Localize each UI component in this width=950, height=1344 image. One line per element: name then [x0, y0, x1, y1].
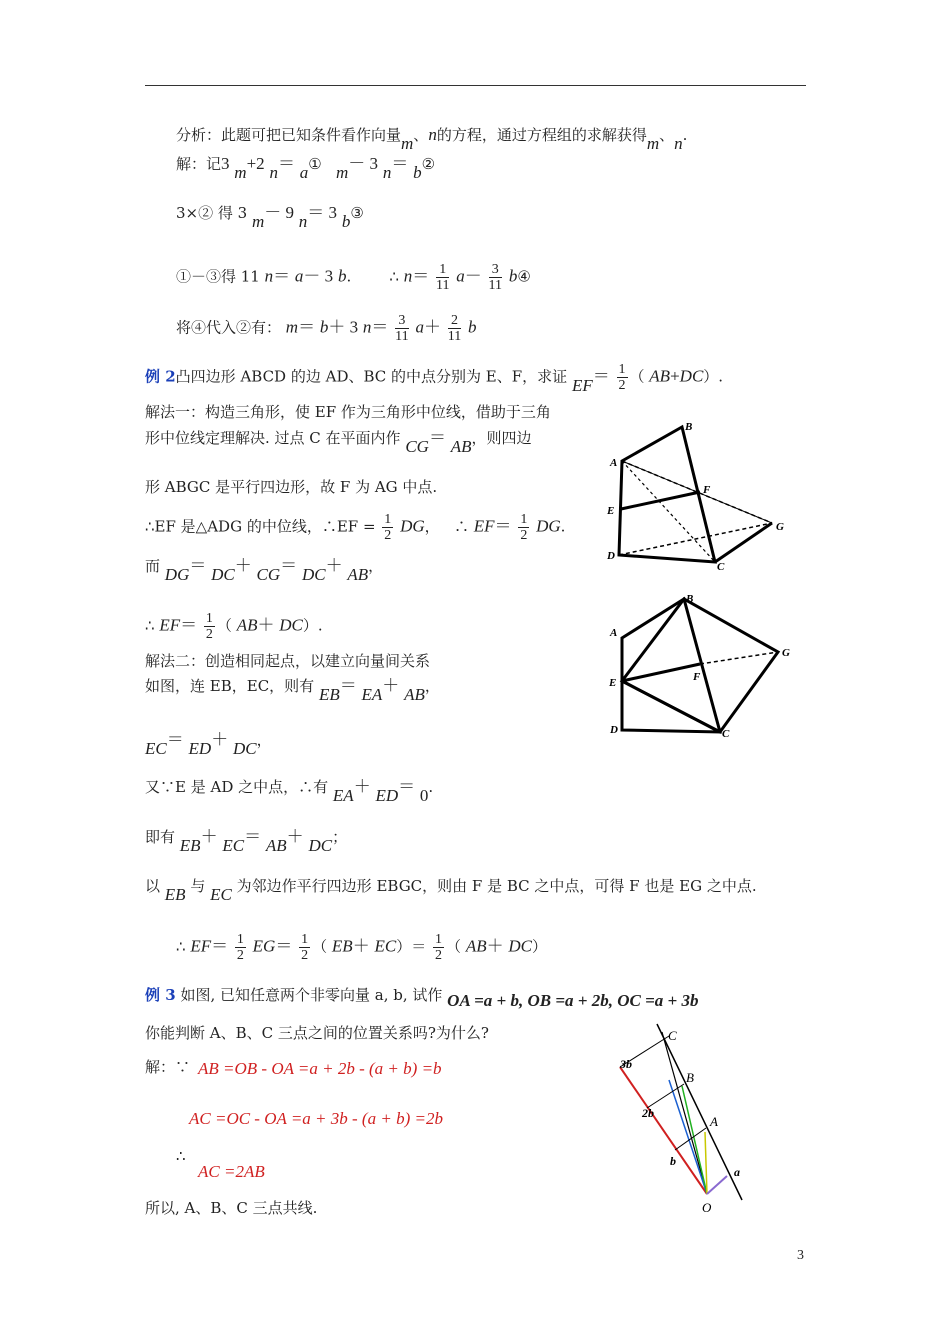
label-b: B: [686, 1070, 694, 1085]
label-3b: 3b: [620, 1057, 632, 1071]
label-b: B: [685, 421, 693, 433]
label-g: G: [776, 521, 784, 533]
solution-line-4: 将④代入②有： m＝ b＋ 3 n＝ $\frac{3}{11}$ a＋ $\frac{2}{11}$ b: [176, 313, 477, 344]
label-a: A: [610, 457, 618, 469]
header-rule: [145, 85, 806, 86]
example-3-conclusion: 所以, A、B、C 三点共线.: [145, 1199, 318, 1217]
fraction-half: $\frac{1}{2}$: [520, 512, 528, 543]
example-3-solution-label: 解：∵: [145, 1058, 191, 1076]
page-number: 3: [797, 1248, 804, 1263]
fraction: $\frac{1}{11}$: [436, 262, 450, 293]
fraction-half: $\frac{1}{2}$: [435, 932, 443, 963]
vector-3b: [620, 1067, 707, 1194]
label-g: G: [782, 647, 790, 659]
segment-fg: [700, 652, 778, 664]
label-c: C: [668, 1028, 677, 1043]
label-d: D: [610, 724, 618, 736]
segment-ac: [622, 461, 715, 562]
fraction-half: $\frac{1}{2}$: [205, 611, 213, 642]
label-d: D: [607, 550, 615, 562]
label-f: F: [693, 671, 701, 683]
equation-ac-2ab: AC =2AB: [198, 1162, 265, 1181]
method-2-line-4: 又∵E 是 AD 之中点，∴有 EA＋ ED＝ 0.: [145, 777, 434, 805]
fraction-half: $\frac{1}{2}$: [618, 362, 626, 393]
fraction: $\frac{3}{11}$: [395, 313, 409, 344]
method-2-line-3: EC＝ ED＋ DC，: [145, 730, 272, 758]
fraction-half: $\frac{1}{2}$: [301, 932, 309, 963]
label-a: A: [710, 1114, 718, 1129]
method-2-line-5: 即有 EB＋ EC＝ AB＋ DC；: [145, 827, 348, 855]
example-3-question: 你能判断 A、B、C 三点之间的位置关系吗?为什么?: [145, 1024, 489, 1042]
example-3-title: 例 3 如图, 已知任意两个非零向量 a, b, 试作 OA =a + b, OB =a + 2b, OC =a + 3b: [145, 986, 699, 1010]
therefore-symbol: ∴: [176, 1147, 186, 1165]
method-1-line-2: 形中位线定理解决. 过点 C 在平面内作 CG＝ AB，则四边: [145, 428, 532, 456]
method-2-line-1: 解法二：创造相同起点，以建立向量间关系: [145, 652, 431, 670]
fraction-half: $\frac{1}{2}$: [384, 512, 392, 543]
method-2-line-2: 如图，连 EB，EC，则有 EB＝ EA＋ AB，: [145, 676, 440, 704]
segment-b-tick: [647, 1084, 684, 1108]
analysis-line: 分析：此题可把已知条件看作向量m、n的方程，通过方程组的求解获得m、n.: [176, 125, 688, 153]
equation-ac: AC =OC - OA =a + 3b - (a + b) =2b: [189, 1109, 443, 1128]
method-2-line-6: 以 EB 与 EC 为邻边作平行四边形 EBGC，则由 F 是 BC 之中点，可得 F 也是 EG 之中点.: [145, 877, 757, 904]
figure-1-quadrilateral: [600, 418, 800, 578]
solution-line-1: 解：记3 m+2 n＝ a① m－ 3 n＝ b②: [176, 154, 436, 182]
method-2-line-7: ∴ EF＝ $\frac{1}{2}$ EG＝ $\frac{1}{2}$ （ EB＋ EC）＝ $\frac{1}{2}$ （ AB＋ DC）: [176, 932, 548, 963]
figure-2-parallelogram: [600, 590, 800, 740]
fraction: $\frac{3}{11}$: [488, 262, 503, 293]
label-o: O: [702, 1200, 712, 1215]
label-b: B: [686, 593, 694, 605]
method-1-line-4: ∴EF 是△ADG 的中位线，∴EF = $\frac{1}{2}$ DG， ∴ EF＝ $\frac{1}{2}$ DG.: [145, 512, 566, 543]
method-1-line-5: 而 DG＝ DC＋ CG＝ DC＋ AB，: [145, 556, 384, 584]
fraction-half: $\frac{1}{2}$: [236, 932, 244, 963]
solution-line-3: ①－③得 11 n＝ a－ 3 b. ∴ n＝ $\frac{1}{11}$ a－ $\frac{3}{11}$ b④: [176, 262, 531, 293]
segment-ef: [621, 492, 700, 509]
quadrilateral-abcd: [619, 427, 715, 562]
method-1-line-6: ∴ EF＝ $\frac{1}{2}$ （ AB＋ DC）.: [145, 611, 323, 642]
equation-ab: AB =OB - OA =a + 2b - (a + b) =b: [198, 1059, 442, 1078]
label-c: C: [722, 728, 730, 740]
vector-a: [707, 1176, 727, 1194]
method-1-line-1: 解法一：构造三角形，使 EF 作为三角形中位线，借助于三角: [145, 403, 551, 421]
quadrilateral-abcd: [622, 599, 720, 732]
label-c: C: [717, 561, 725, 573]
example-2-title: 例 2凸四边形 ABCD 的边 AD、BC 的中点分别为 E、F，求证 EF＝ $\frac{1}{2}$ （ AB+DC）.: [145, 362, 724, 395]
label-f: F: [703, 484, 711, 496]
label-b: b: [670, 1154, 676, 1168]
solution-line-2: 3×② 得 3 m－ 9 n＝ 3 b③: [176, 203, 364, 231]
method-1-line-3: 形 ABGC 是平行四边形，故 F 为 AG 中点.: [145, 478, 438, 496]
segment-ag-thin: [622, 461, 772, 523]
segment-ec: [622, 681, 720, 732]
fraction: $\frac{2}{11}$: [447, 313, 462, 344]
figure-3-collinear-points: [610, 1020, 770, 1220]
label-a-vec: a: [734, 1165, 740, 1179]
label-e: E: [607, 505, 615, 517]
label-2b: 2b: [642, 1106, 654, 1120]
label-e: E: [609, 677, 617, 689]
vector-oc: [669, 1080, 707, 1194]
label-a: A: [610, 627, 618, 639]
